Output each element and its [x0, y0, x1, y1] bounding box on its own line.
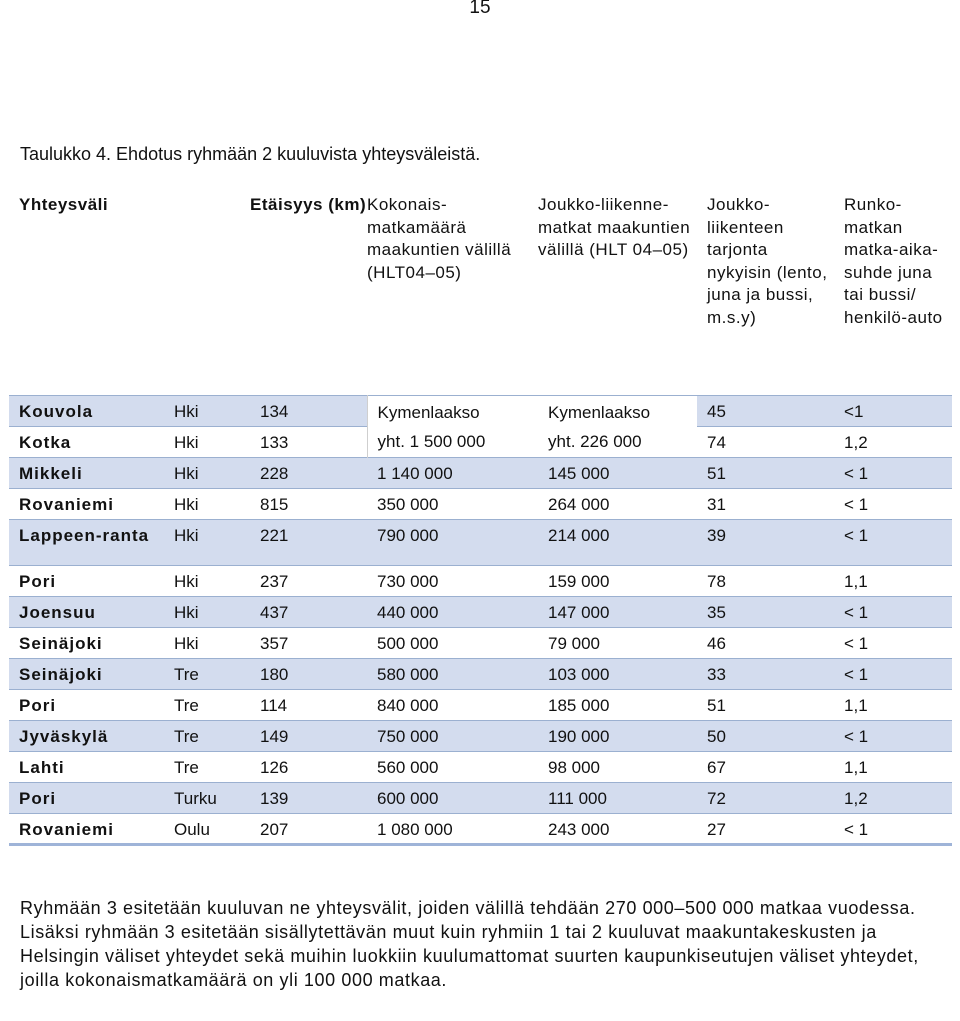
- row-public-trips: 190 000: [538, 720, 697, 751]
- row-hub: Hki: [174, 633, 199, 653]
- row-city: Pori: [19, 571, 57, 591]
- header-etaisyys: Etäisyys (km): [250, 195, 367, 214]
- row-hub: Oulu: [174, 819, 210, 839]
- row-hub: Tre: [174, 695, 199, 715]
- row-total-trips: 1 080 000: [377, 819, 453, 839]
- row-ratio: 1,1: [844, 695, 868, 715]
- row-city: Kotka: [19, 432, 72, 452]
- row-city: Seinäjoki: [19, 633, 103, 653]
- row-distance: 180: [250, 658, 367, 689]
- row-distance: 437: [250, 596, 367, 627]
- header-kokonaismatkamaara: Kokonais-matkamäärä maakuntien välillä (HLT04–05): [367, 195, 512, 282]
- row-supply: 78: [707, 571, 726, 591]
- table-row: [9, 596, 952, 627]
- row-city: Mikkeli: [9, 457, 164, 488]
- row-distance: 207: [260, 819, 289, 839]
- table-row: [9, 395, 952, 426]
- row-city: Seinäjoki: [9, 658, 164, 689]
- row-city: Pori: [19, 695, 57, 715]
- row-city: Rovaniemi: [19, 494, 114, 514]
- row-ratio: <1: [834, 395, 952, 426]
- row-total-trips: 440 000: [367, 596, 538, 627]
- table-row: [9, 627, 952, 658]
- row-distance: 149: [250, 720, 367, 751]
- row-hub: Hki: [174, 494, 199, 514]
- row-ratio: 1,2: [844, 432, 868, 452]
- row-ratio: < 1: [844, 819, 869, 839]
- region-name: Kymenlaakso: [377, 402, 480, 422]
- table-row: [9, 751, 952, 782]
- row-supply: 46: [707, 633, 726, 653]
- row-ratio: < 1: [834, 457, 952, 488]
- row-hub: Hki: [164, 519, 250, 565]
- header-tarjonta: Joukko-liikenteen tarjonta nykyisin (lento, juna ja bussi, m.s.y): [707, 195, 828, 327]
- row-distance: 114: [260, 695, 288, 715]
- page-number: 15: [469, 0, 491, 18]
- table-row: [9, 782, 952, 813]
- row-ratio: 1,2: [834, 782, 952, 813]
- row-distance: 134: [250, 395, 367, 426]
- row-supply: 27: [707, 819, 726, 839]
- row-public-trips: 111 000: [538, 782, 697, 813]
- row-total-trips: 750 000: [367, 720, 538, 751]
- region-total: yht. 226 000: [548, 431, 642, 451]
- row-supply: 45: [697, 395, 834, 426]
- row-total-trips: 790 000: [367, 519, 538, 565]
- row-total-trips: 350 000: [377, 494, 439, 514]
- row-city: Lappeen-ranta: [9, 519, 164, 565]
- row-total-trips: 500 000: [377, 633, 439, 653]
- row-distance: 126: [260, 757, 289, 777]
- row-distance: 221: [250, 519, 367, 565]
- row-supply: 67: [707, 757, 726, 777]
- header-yhteysvali: Yhteysväli: [19, 195, 109, 214]
- row-hub: Tre: [164, 720, 250, 751]
- table-caption: Taulukko 4. Ehdotus ryhmään 2 kuuluvista yhteysväleistä.: [20, 144, 481, 164]
- row-ratio: < 1: [834, 720, 952, 751]
- paragraph-text: Ryhmään 3 esitetään kuuluvan ne yhteysvälit, joiden välillä tehdään 270 000–500 000 matkaa vuodessa. Lisäksi ryhmään 3 esitetään sisällytettävän muut kuin ryhmiin 1 tai 2 kuuluvat maakuntakeskusten ja Helsingin väliset yhteydet sekä muihin luokkiin kuulumattomat suurten kaupunkiseutujen väliset yhteydet, joilla kokonaismatkamäärä on yli 100 000 matkaa.: [20, 898, 919, 990]
- row-hub: Hki: [174, 432, 199, 452]
- table-row: [9, 689, 952, 720]
- row-public-trips: 79 000: [548, 633, 601, 653]
- row-total-trips: 1 140 000: [367, 457, 538, 488]
- connections-table: [9, 190, 952, 846]
- row-hub: Hki: [164, 395, 250, 426]
- row-public-trips: 243 000: [548, 819, 610, 839]
- row-ratio: < 1: [844, 494, 869, 514]
- header-matka-aikasuhde: Runko-matkan matka-aika-suhde juna tai bussi/ henkilö-auto: [844, 195, 943, 327]
- row-total-trips: 580 000: [367, 658, 538, 689]
- row-city: Jyväskylä: [9, 720, 164, 751]
- row-supply: 74: [707, 432, 726, 452]
- row-public-trips: 264 000: [548, 494, 610, 514]
- row-city: Kouvola: [9, 395, 164, 426]
- row-supply: 31: [707, 494, 726, 514]
- row-ratio: 1,1: [844, 571, 868, 591]
- row-hub: Turku: [164, 782, 250, 813]
- row-public-trips: 159 000: [548, 571, 610, 591]
- row-distance: 133: [260, 432, 289, 452]
- region-name: Kymenlaakso: [548, 402, 651, 422]
- row-supply: 51: [697, 457, 834, 488]
- table-row: [9, 720, 952, 751]
- table-header-row: [9, 190, 952, 395]
- row-public-trips: 103 000: [538, 658, 697, 689]
- row-total-trips: 840 000: [377, 695, 439, 715]
- row-distance: 357: [260, 633, 289, 653]
- row-supply: 35: [697, 596, 834, 627]
- row-hub: Hki: [164, 596, 250, 627]
- row-supply: 39: [697, 519, 834, 565]
- row-distance: 237: [260, 571, 289, 591]
- row-supply: 33: [697, 658, 834, 689]
- row-ratio: 1,1: [844, 757, 868, 777]
- merged-kokonais-cell: [367, 395, 538, 457]
- row-public-trips: 185 000: [548, 695, 610, 715]
- row-ratio: < 1: [844, 633, 869, 653]
- table-row: [9, 457, 952, 488]
- row-ratio: < 1: [834, 519, 952, 565]
- row-ratio: < 1: [834, 596, 952, 627]
- row-city: Pori: [9, 782, 164, 813]
- row-public-trips: 145 000: [538, 457, 697, 488]
- header-joukkoliikennematkat: Joukko-liikenne-matkat maakuntien välillä (HLT 04–05): [538, 195, 691, 259]
- row-distance: 139: [250, 782, 367, 813]
- row-hub: Hki: [164, 457, 250, 488]
- row-supply: 51: [707, 695, 726, 715]
- row-total-trips: 730 000: [377, 571, 439, 591]
- row-city: Lahti: [19, 757, 65, 777]
- row-distance: 815: [260, 494, 289, 514]
- region-total: yht. 1 500 000: [377, 431, 486, 451]
- table-row: [9, 565, 952, 596]
- table-row: [9, 813, 952, 844]
- row-hub: Tre: [174, 757, 199, 777]
- row-total-trips: 600 000: [367, 782, 538, 813]
- row-supply: 50: [697, 720, 834, 751]
- body-paragraph: [20, 896, 940, 992]
- row-hub: Hki: [174, 571, 199, 591]
- row-ratio: < 1: [834, 658, 952, 689]
- row-supply: 72: [697, 782, 834, 813]
- row-city: Joensuu: [9, 596, 164, 627]
- row-public-trips: 98 000: [548, 757, 601, 777]
- table-row: [9, 519, 952, 565]
- row-hub: Tre: [164, 658, 250, 689]
- table-row: [9, 488, 952, 519]
- row-total-trips: 560 000: [377, 757, 439, 777]
- row-distance: 228: [250, 457, 367, 488]
- row-public-trips: 214 000: [538, 519, 697, 565]
- table-row: [9, 658, 952, 689]
- merged-joukko-cell: [538, 395, 697, 457]
- row-public-trips: 147 000: [538, 596, 697, 627]
- row-city: Rovaniemi: [19, 819, 114, 839]
